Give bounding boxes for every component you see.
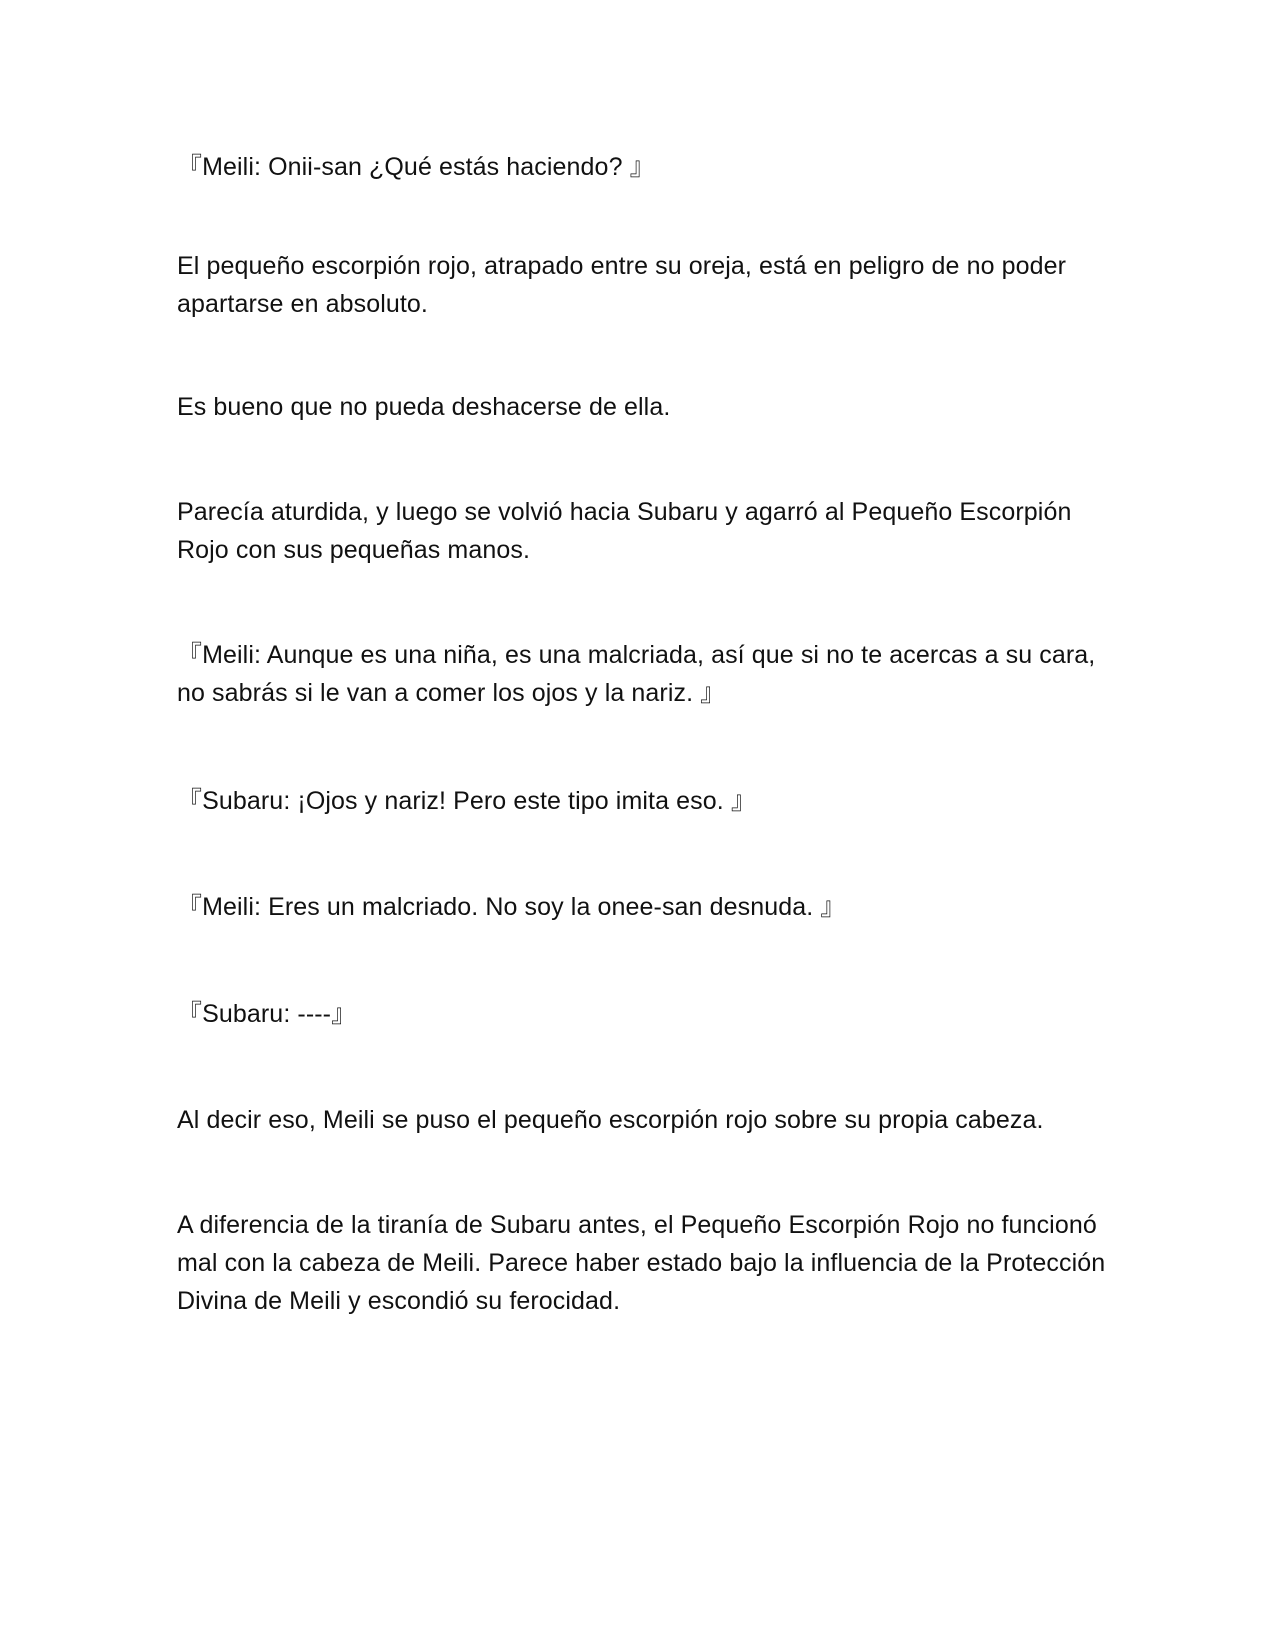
narration-paragraph-4: Al decir eso, Meili se puso el pequeño escorpión rojo sobre su propia cabeza. [177, 1106, 1044, 1134]
dialogue-subaru-1: 『Subaru: ¡Ojos y nariz! Pero este tipo imita eso. 』 [177, 787, 756, 815]
dialogue-meili-1: 『Meili: Onii-san ¿Qué estás haciendo? 』 [177, 153, 655, 181]
narration-paragraph-5: A diferencia de la tiranía de Subaru antes, el Pequeño Escorpión Rojo no funcionó mal con la cabeza de Meili. Parece haber estado bajo la influencia de la Protección Divina de Meili y escondió su ferocidad. [177, 1211, 1113, 1315]
narration-paragraph-2: Es bueno que no pueda deshacerse de ella. [177, 393, 671, 421]
narration-paragraph-3: Parecía aturdida, y luego se volvió hacia Subaru y agarró al Pequeño Escorpión Rojo con sus pequeñas manos. [177, 498, 1079, 564]
dialogue-meili-3: 『Meili: Eres un malcriado. No soy la onee-san desnuda. 』 [177, 893, 846, 921]
dialogue-meili-2: 『Meili: Aunque es una niña, es una malcriada, así que si no te acercas a su cara, no sabrás si le van a comer los ojos y la nariz. 』 [177, 641, 1103, 707]
dialogue-subaru-2: 『Subaru: ----』 [177, 1000, 357, 1028]
narration-paragraph-1: El pequeño escorpión rojo, atrapado entre su oreja, está en peligro de no poder apartarse en absoluto. [177, 252, 1074, 318]
